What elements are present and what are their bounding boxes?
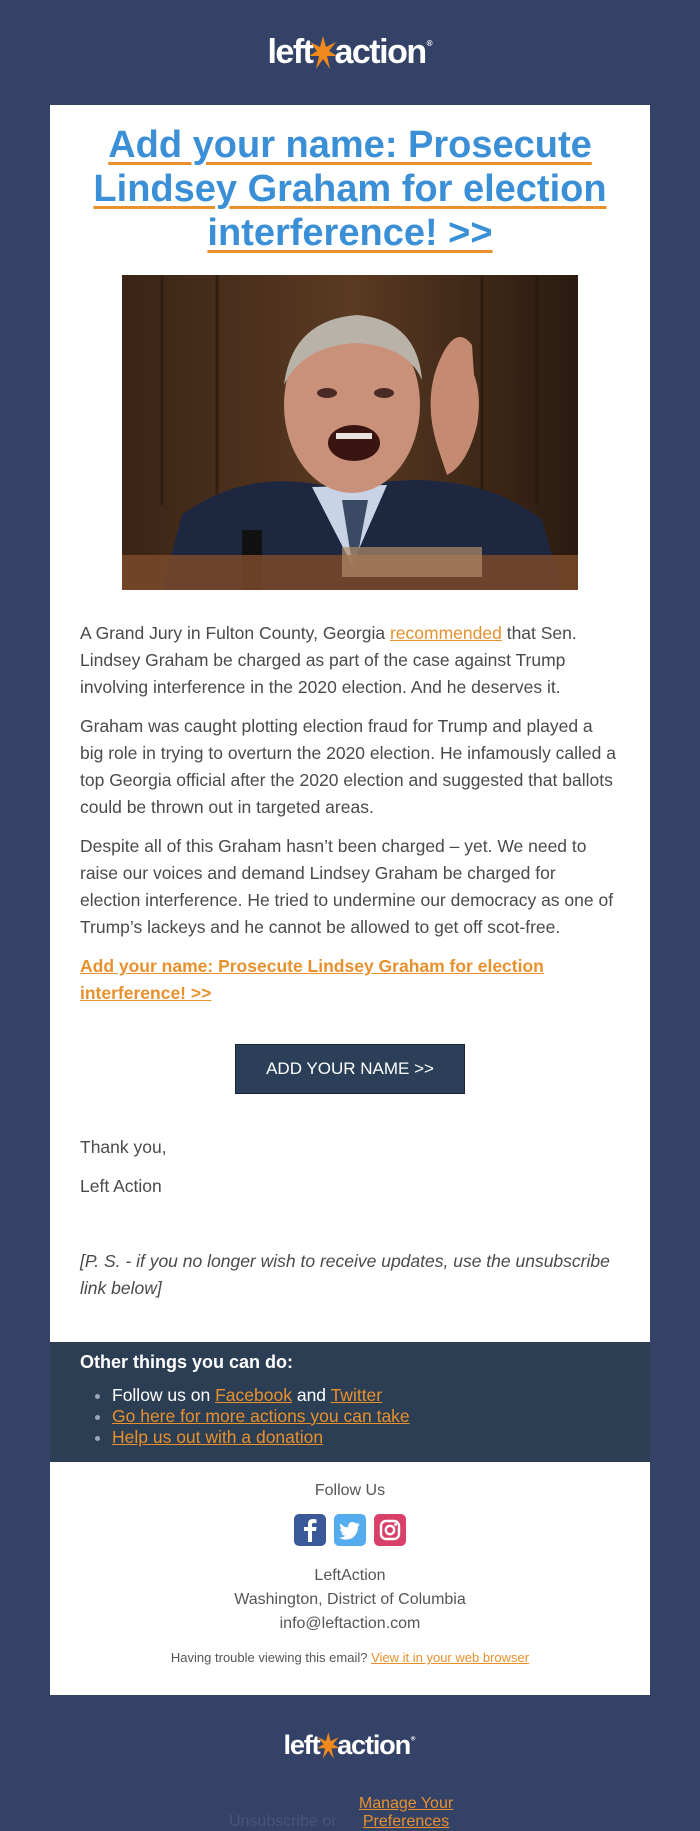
starburst-icon bbox=[309, 36, 337, 70]
headline-link[interactable]: Add your name: Prosecute Lindsey Graham for election interference! >> bbox=[93, 124, 607, 254]
facebook-icon[interactable] bbox=[294, 1514, 326, 1546]
facebook-link[interactable]: Facebook bbox=[215, 1385, 292, 1405]
address-block bbox=[50, 1564, 650, 1636]
twitter-icon[interactable] bbox=[334, 1514, 366, 1546]
footer bbox=[50, 1462, 650, 1695]
list-item bbox=[112, 1427, 620, 1448]
photo-illustration bbox=[122, 275, 578, 590]
org-name: LeftAction bbox=[314, 1567, 386, 1584]
button-row bbox=[80, 1044, 620, 1094]
leftaction-logo-bottom[interactable]: left action ® bbox=[283, 1729, 417, 1760]
paragraph-2: Graham was caught plotting election fraud for Trump and played a big role in trying to overturn the 2020 election. He infamously called a top Georgia official after the 2020 election and suggested that ballots could be thrown out in targeted areas. bbox=[80, 716, 616, 817]
manage-preferences-link[interactable]: Manage Your Preferences bbox=[358, 1795, 454, 1830]
other-actions-list bbox=[80, 1385, 620, 1448]
instagram-icon[interactable] bbox=[374, 1514, 406, 1546]
headline bbox=[80, 123, 620, 255]
cta-text-link[interactable]: Add your name: Prosecute Lindsey Graham for election interference! >> bbox=[80, 956, 544, 1003]
graham-photo[interactable] bbox=[122, 275, 578, 590]
other-actions-panel bbox=[50, 1342, 650, 1462]
body-text bbox=[80, 620, 620, 1007]
thanks-text: Thank you, bbox=[80, 1137, 167, 1157]
recommended-link[interactable]: recommended bbox=[389, 623, 502, 643]
leftaction-logo[interactable] bbox=[267, 33, 432, 72]
registered-mark: ® bbox=[426, 39, 433, 48]
list-item: • Follow us on Facebook and Twitter bbox=[112, 1385, 620, 1406]
social-icons bbox=[50, 1514, 650, 1546]
email-card bbox=[50, 105, 650, 1695]
header-logo-area bbox=[0, 0, 700, 105]
unsubscribe-area bbox=[0, 1795, 700, 1831]
list-item bbox=[112, 1406, 620, 1427]
add-your-name-button[interactable]: ADD YOUR NAME >> bbox=[235, 1044, 465, 1094]
paragraph-1: A Grand Jury in Fulton County, Georgia recommended that Sen. Lindsey Graham be charged as part of the case against Trump involving interference in the 2020 election. And he deserves it. bbox=[80, 623, 577, 697]
paragraph-3: Despite all of this Graham hasn’t been charged – yet. We need to raise our voices and demand Lindsey Graham be charged for election interference. He tried to undermine our democracy as one of Trump’s lackeys and he cannot be allowed to get off scot-free. bbox=[80, 836, 614, 937]
donation-link[interactable]: Help us out with a donation bbox=[112, 1427, 324, 1447]
unsubscribe-text[interactable]: Unsubscribe or bbox=[228, 1813, 342, 1830]
ps-note: [P. S. - if you no longer wish to receive updates, use the unsubscribe link below] bbox=[80, 1251, 610, 1298]
org-email: info@leftaction.com bbox=[279, 1615, 421, 1632]
trouble-viewing: Having trouble viewing this email? View it in your web browser bbox=[170, 1650, 530, 1665]
twitter-link[interactable]: Twitter bbox=[330, 1385, 383, 1405]
follow-us-label: Follow Us bbox=[314, 1482, 386, 1499]
footer-logo-area bbox=[0, 1695, 700, 1795]
signoff-name: Left Action bbox=[80, 1176, 162, 1196]
other-actions-title: Other things you can do: bbox=[80, 1352, 294, 1372]
logo-text-right: action bbox=[334, 33, 426, 71]
org-location: Washington, District of Columbia bbox=[234, 1591, 466, 1608]
signoff bbox=[80, 1134, 620, 1200]
more-actions-link[interactable]: Go here for more actions you can take bbox=[112, 1406, 410, 1426]
view-in-browser-link[interactable]: View it in your web browser bbox=[371, 1650, 530, 1665]
logo-text-left: left bbox=[267, 33, 313, 71]
